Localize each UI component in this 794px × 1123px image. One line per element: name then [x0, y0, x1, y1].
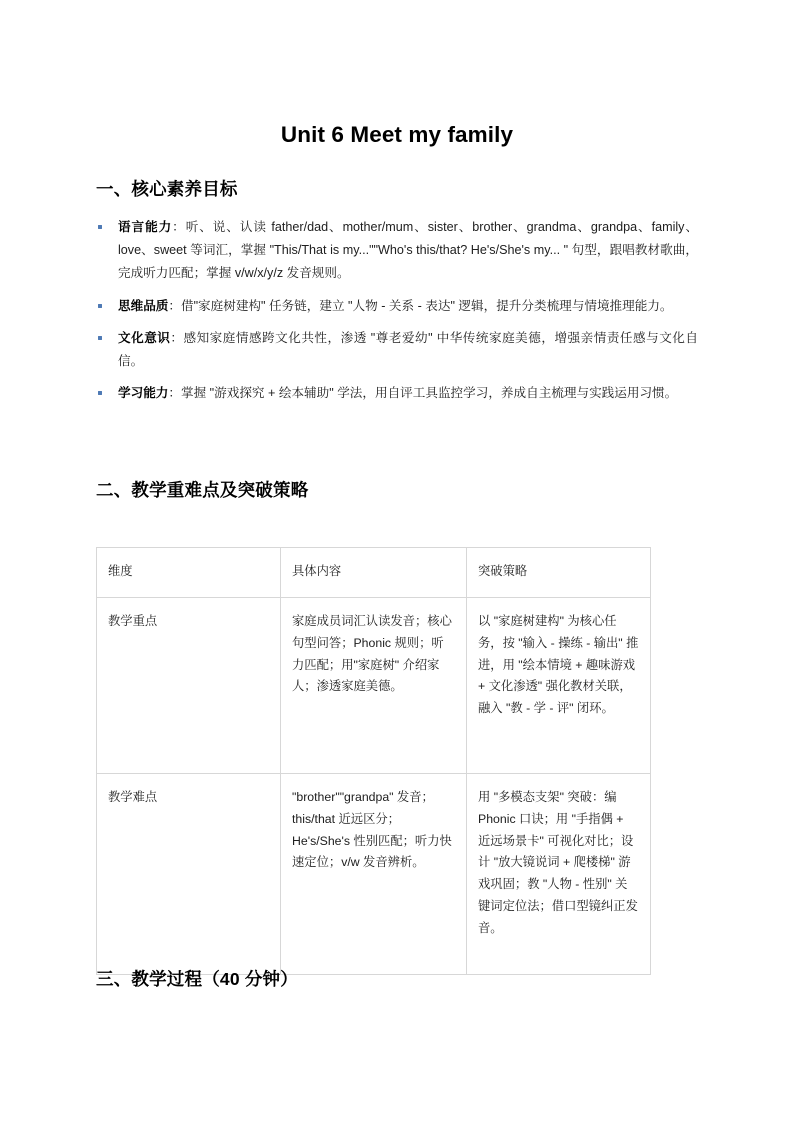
- table-row: [97, 598, 651, 774]
- bullet-text: ：掌握 "游戏探究 + 绘本辅助" 学法，用自评工具监控学习，养成自主梳理与实践运用习惯。: [168, 386, 678, 401]
- bullet-label: 文化意识: [118, 330, 171, 345]
- table-cell-dimension: 教学难点: [97, 774, 281, 975]
- page-title: Unit 6 Meet my family: [280, 122, 514, 147]
- list-item: [96, 216, 698, 286]
- table-header-row: [97, 548, 651, 598]
- table-header-content: 具体内容: [281, 548, 467, 598]
- bullet-dot-icon: [98, 304, 102, 308]
- bullet-text: ：听、说、认读 father/dad、mother/mum、sister、brother、grandma、grandpa、family、love、sweet 等词汇，掌握 "This/That is my...""Who's this/that? He's/She's my... " 句型，跟唱教材歌曲，完成听力匹配；掌握 v/w/x/y/z 发音规则。: [118, 220, 698, 281]
- table-cell-dimension: 教学重点: [97, 598, 281, 774]
- bullet-text: ：借"家庭树建构" 任务链，建立 "人物 - 关系 - 表达" 逻辑，提升分类梳理与情境推理能力。: [168, 298, 673, 313]
- list-item: [96, 382, 698, 405]
- bullet-dot-icon: [98, 391, 102, 395]
- strategy-table: [96, 547, 651, 975]
- bullet-dot-icon: [98, 225, 102, 229]
- table-row: [97, 774, 651, 975]
- list-item: [96, 295, 698, 318]
- section-heading-teaching-process: 三、教学过程（40 分钟）: [96, 969, 298, 989]
- table-header-dimension: 维度: [97, 548, 281, 598]
- core-literacy-list: [96, 216, 698, 405]
- list-item: [96, 327, 698, 373]
- bullet-label: 思维品质: [118, 298, 169, 313]
- bullet-dot-icon: [98, 336, 102, 340]
- table-cell-content: "brother""grandpa" 发音；this/that 近远区分；He's/She's 性别匹配；听力快速定位；v/w 发音辨析。: [281, 774, 467, 975]
- table-cell-content: 家庭成员词汇认读发音；核心句型问答；Phonic 规则；听力匹配；用"家庭树" 介绍家人；渗透家庭美德。: [281, 598, 467, 774]
- bullet-text: ：感知家庭情感跨文化共性，渗透 "尊老爱幼" 中华传统家庭美德，增强亲情责任感与文化自信。: [118, 330, 699, 369]
- section-heading-key-difficulties: 二、教学重难点及突破策略: [96, 480, 309, 500]
- table-cell-strategy: 用 "多模态支架" 突破：编 Phonic 口诀；用 "手指偶 + 近远场景卡" 可视化对比；设计 "放大镜说词 + 爬楼梯" 游戏巩固；教 "人物 - 性别" 关键词定位法；借口型镜纠正发音。: [467, 774, 651, 975]
- bullet-label: 学习能力: [118, 386, 169, 401]
- bullet-label: 语言能力: [118, 220, 173, 234]
- section-heading-core-literacy: 一、核心素养目标: [96, 179, 238, 199]
- strategy-table-wrapper: [96, 547, 650, 975]
- table-cell-strategy: 以 "家庭树建构" 为核心任务，按 "输入 - 操练 - 输出" 推进，用 "绘本情境 + 趣味游戏 + 文化渗透" 强化教材关联，融入 "教 - 学 - 评" 闭环。: [467, 598, 651, 774]
- table-header-strategy: 突破策略: [467, 548, 651, 598]
